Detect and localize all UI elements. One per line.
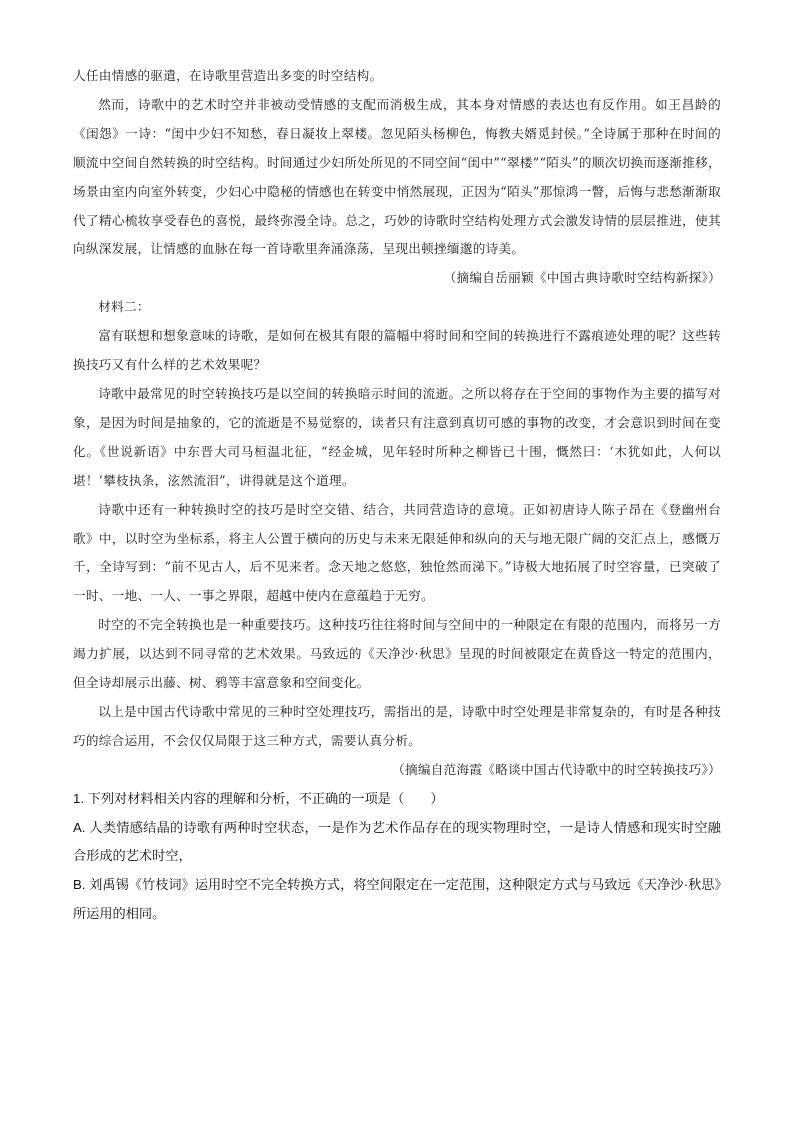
question-1-option-b: B. 刘禹锡《竹枝词》运用时空不完全转换方式，将空间限定在一定范围，这种限定方式与马致远《天净沙·秋思》所运用的相同。: [73, 877, 721, 922]
source-citation-material2: （摘编自范海霞《略谈中国古代诗歌中的时空转换技巧》）: [392, 761, 721, 777]
paragraph-material2-p3: 诗歌中还有一种转换时空的技巧是时空交错、结合，共同营造诗的意境。正如初唐诗人陈子昂在《登幽州台歌》中，以时空为坐标系，将主人公置于横向的历史与未来无限延伸和纵向的天与地无限广阔的交汇点上，感慨万千，全诗写到：“前不见古人，后不见来者。念天地之悠悠，独怆然而涕下。”诗极大地拓展了时空容量，已突破了一时、一地、一人、一事之界限，超越中使内在意蕴趋于无穷。: [73, 501, 721, 604]
paragraph-material2-p5: 以上是中国古代诗歌中常见的三种时空处理技巧，需指出的是，诗歌中时空处理是非常复杂的，有时是各种技巧的综合运用，不会仅仅局限于这三种方式，需要认真分析。: [73, 703, 721, 748]
paragraph-material2-p4: 时空的不完全转换也是一种重要技巧。这种技巧往往将时间与空间中的一种限定在有限的范围内，而将另一方竭力扩展，以达到不同寻常的艺术效果。马致远的《天净沙·秋思》呈现的时间被限定在黄昏这一特定的范围内，但全诗却展示出藤、树、鸦等丰富意象和空间变化。: [73, 617, 721, 691]
source-citation-material1: （摘编自岳丽颖《中国古典诗歌时空结构新探》）: [443, 270, 721, 286]
paragraph-material2-p1: 富有联想和想象意味的诗歌，是如何在极其有限的篇幅中将时间和空间的转换进行不露痕迹处理的呢？这些转换技巧又有什么样的艺术效果呢？: [73, 328, 721, 373]
question-1-stem: 1. 下列对材料相关内容的理解和分析，不正确的一项是（ ）: [73, 790, 444, 806]
material2-heading: 材料二：: [98, 299, 150, 315]
document-page: [73, 62, 721, 929]
question-1-option-a: A. 人类情感结晶的诗歌有两种时空状态，一是作为艺术作品存在的现实物理时空，一是诗人情感和现实时空融合形成的艺术时空，: [73, 819, 721, 864]
paragraph-material1-p2: 然而，诗歌中的艺术时空并非被动受情感的支配而消极生成，其本身对情感的表达也有反作用。如王昌龄的《闺怨》一诗：“闺中少妇不知愁，春日凝妆上翠楼。忽见陌头杨柳色，悔教夫婿觅封侯。”全诗属于那种在时间的顺流中空间自然转换的时空结构。时间通过少妇所处所见的不同空间“闺中”“翠楼”“陌头”的顺次切换而逐渐推移，场景由室内向室外转变，少妇心中隐秘的情感也在转变中悄然展现，正因为“陌头”那惊鸿一瞥，后悔与悲愁渐渐取代了精心梳妆享受春色的喜悦，最终弥漫全诗。总之，巧妙的诗歌时空结构处理方式会激发诗情的层层推进，使其向纵深发展，让情感的血脉在每一首诗歌里奔涌涤荡，呈现出顿挫缅邈的诗美。: [73, 96, 721, 257]
paragraph-material1-tail: 人任由情感的驱遣，在诗歌里营造出多变的时空结构。: [73, 68, 383, 83]
paragraph-material2-p2: 诗歌中最常见的时空转换技巧是以空间的转换暗示时间的流逝。之所以将存在于空间的事物作为主要的描写对象，是因为时间是抽象的，它的流逝是不易觉察的，读者只有注意到真切可感的事物的改变，才会意识到时间在变化。《世说新语》中东晋大司马桓温北征，“经金城，见年轻时所种之柳皆已十围，慨然曰：‘木犹如此，人何以堪！’攀枝执条，泫然流泪”，讲得就是这个道理。: [73, 385, 721, 488]
